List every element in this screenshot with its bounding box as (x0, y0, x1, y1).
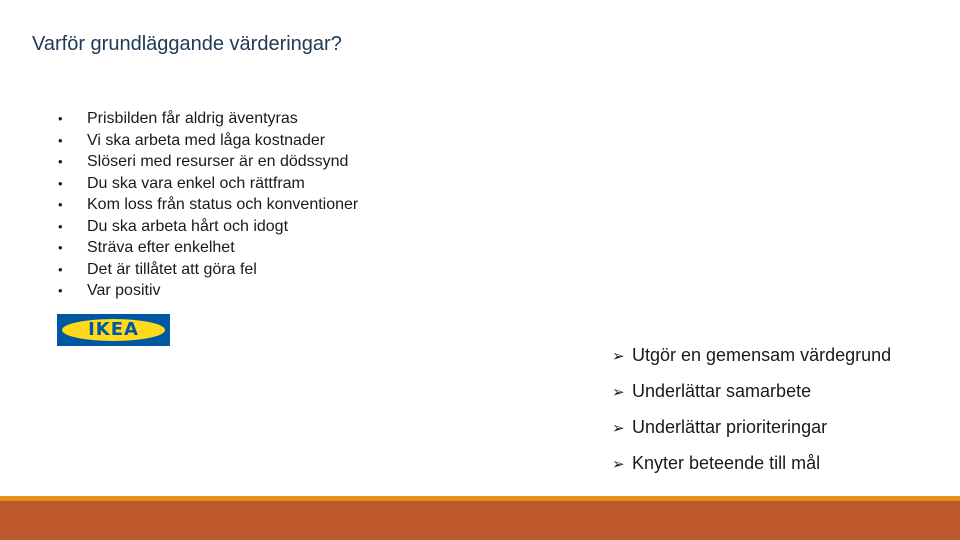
list-item (612, 412, 891, 448)
logo-oval (62, 319, 165, 341)
bullet-icon: • (58, 111, 63, 126)
arrow-bullet-icon: ➢ (612, 420, 625, 437)
bullet-icon: • (58, 218, 63, 234)
list-item (58, 216, 358, 238)
value-text: Vi ska arbeta med låga kostnader (87, 131, 326, 149)
bullet-icon: • (58, 132, 63, 148)
list-item (58, 280, 358, 302)
arrow-bullet-icon: ➢ (612, 384, 625, 401)
benefit-text: Underlättar samarbete (632, 381, 812, 401)
bullet-icon: • (58, 240, 63, 255)
values-list (58, 108, 358, 302)
list-item (58, 108, 358, 130)
value-text: Kom loss från status och konventioner (87, 196, 359, 213)
list-item (58, 130, 358, 152)
benefit-text: Underlättar prioriteringar (632, 417, 828, 437)
slide-title: Varför grundläggande värderingar? (32, 33, 342, 55)
bullet-icon: • (58, 283, 63, 298)
value-text: Du ska vara enkel och rättfram (87, 174, 305, 192)
ikea-logo (57, 314, 170, 346)
list-item (612, 376, 891, 412)
value-text: Du ska arbeta hårt och idogt (87, 217, 289, 235)
value-text: Sträva efter enkelhet (87, 239, 235, 256)
bullet-icon: • (58, 175, 63, 191)
list-item (58, 259, 358, 281)
list-item (612, 340, 891, 376)
arrow-bullet-icon: ➢ (612, 456, 625, 473)
list-item (58, 194, 358, 216)
bullet-icon: • (58, 197, 63, 212)
value-text: Prisbilden får aldrig äventyras (87, 110, 298, 127)
value-text: Var positiv (87, 282, 161, 299)
list-item (58, 151, 358, 173)
list-item (612, 448, 891, 484)
arrow-bullet-icon: ➢ (612, 348, 625, 365)
value-text: Det är tillåtet att göra fel (87, 260, 257, 278)
bullet-icon: • (58, 261, 63, 277)
benefit-text: Knyter beteende till mål (632, 453, 821, 473)
list-item (58, 237, 358, 259)
footer-band (0, 501, 960, 540)
benefits-list (612, 340, 891, 484)
value-text: Slöseri med resurser är en dödssynd (87, 153, 349, 170)
bullet-icon: • (58, 154, 63, 169)
benefit-text: Utgör en gemensam värdegrund (632, 345, 892, 365)
list-item (58, 173, 358, 195)
logo-wordmark: IKEA (88, 319, 139, 340)
